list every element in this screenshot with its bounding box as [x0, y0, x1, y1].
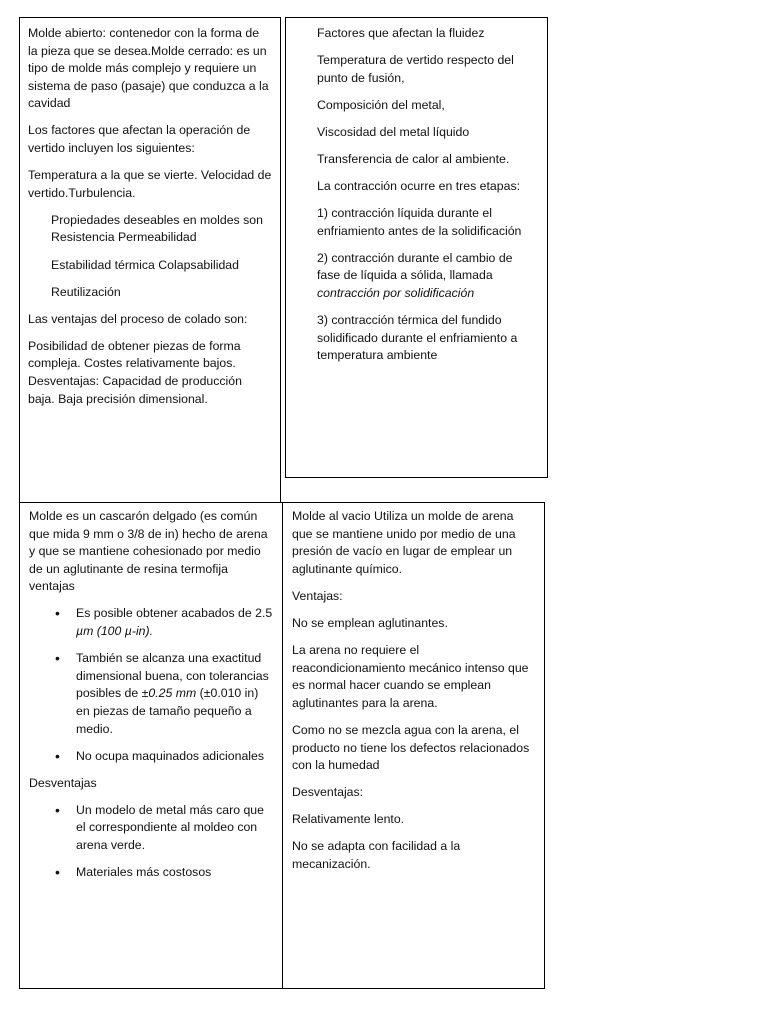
text-span: Es posible obtener acabados de 2.5 — [76, 606, 273, 621]
list-item: • Un modelo de metal más caro que el correspondiente al moldeo con arena verde. — [76, 802, 274, 855]
paragraph-ventajas-colado: Las ventajas del proceso de colado son: — [28, 311, 248, 326]
paragraph-molde-vacio: Molde al vacio Utiliza un molde de arena que se mantiene unido por medio de una presión de vacío en lugar de emplear un aglutinante químico. — [292, 509, 516, 576]
text-span: (±0.010 in) en piezas de tamaño pequeño a medio. — [76, 686, 259, 736]
paragraph-desventajas: Desventajas: — [292, 785, 364, 800]
paragraph-agua-arena: Como no se mezcla agua con la arena, el producto no tiene los defectos relacionados con la humedad — [292, 722, 530, 773]
paragraph-factores-vertido: Los factores que afectan la operación de vertido incluyen los siguientes: — [28, 123, 251, 156]
paragraph-relativamente-lento: Relativamente lento. — [292, 812, 405, 827]
paragraph-contraccion-etapas: La contracción ocurre en tres etapas: — [317, 179, 521, 194]
paragraph-mecanizacion: No se adapta con facilidad a la mecanización. — [292, 839, 461, 871]
emphasis-text: contracción por solidificación — [317, 286, 475, 301]
paragraph-reutilizacion: Reutilización — [51, 284, 121, 299]
paragraph-ventajas: Ventajas: — [292, 588, 343, 603]
list-item: • Materiales más costosos — [76, 864, 274, 882]
paragraph-transferencia-calor: Transferencia de calor al ambiente. — [317, 151, 510, 166]
text-span: También se alcanza una exactitud dimensional buena, con tolerancias posibles de — [76, 651, 269, 701]
paragraph-contraccion-liquida: 1) contracción líquida durante el enfriamiento antes de la solidificación — [317, 206, 522, 238]
paragraph-contraccion-cambio-fase — [317, 250, 537, 303]
paragraph-composicion-metal: Composición del metal, — [317, 97, 445, 112]
paragraph-temperatura-vertido: Temperatura a la que se vierte. Velocidad de vertido.Turbulencia. — [28, 168, 272, 200]
paragraph-temperatura-fusion: Temperatura de vertido respecto del punto de fusión, — [317, 53, 514, 85]
panel-top-left — [19, 17, 281, 506]
list-item — [76, 605, 274, 640]
emphasis-text: ±0.25 mm — [141, 686, 197, 701]
paragraph-contraccion-termica: 3) contracción térmica del fundido solidificado durante el enfriamiento a temperatura ambiente — [317, 313, 518, 363]
list-item — [76, 650, 274, 738]
paragraph-molde-abierto: Molde abierto: contenedor con la forma de la pieza que se desea.Molde cerrado: es un tipo de molde más complejo y requiere un sistema de paso (pasaje) que conduzca a la cavidad — [28, 26, 269, 111]
paragraph-no-aglutinantes: No se emplean aglutinantes. — [292, 615, 448, 630]
panel-bottom-right — [282, 502, 545, 989]
paragraph-viscosidad: Viscosidad del metal líquido — [317, 124, 470, 139]
paragraph-propiedades-moldes: Propiedades deseables en moldes son Resistencia Permeabilidad — [51, 212, 263, 245]
list-ventajas — [29, 605, 274, 765]
list-item: • No ocupa maquinados adicionales — [76, 748, 274, 766]
emphasis-text: µm (100 µ-in). — [76, 624, 154, 639]
paragraph-desventajas: Desventajas — [29, 775, 97, 790]
list-desventajas — [29, 802, 274, 882]
paragraph-estabilidad-termica: Estabilidad térmica Colapsabilidad — [51, 257, 239, 272]
panel-bottom-left — [19, 502, 283, 989]
panel-top-right — [285, 17, 548, 478]
paragraph-arena-reacondicionamiento: La arena no requiere el reacondicionamiento mecánico intenso que es normal hacer cuando se emplean aglutinantes para la arena. — [292, 643, 529, 710]
paragraph-cascaron: Molde es un cascarón delgado (es común que mida 9 mm o 3/8 de in) hecho de arena y que se mantiene cohesionado por medio de un aglutinante de resina termofija ventajas — [29, 509, 268, 594]
text-span: 2) contracción durante el cambio de fase de líquida a sólida, llamada — [317, 250, 513, 283]
paragraph-factores-fluidez: Factores que afectan la fluidez — [317, 26, 485, 40]
paragraph-posibilidad-piezas: Posibilidad de obtener piezas de forma compleja. Costes relativamente bajos. Desventajas: Capacidad de producción baja. Baja precisión dimensional. — [28, 338, 242, 406]
